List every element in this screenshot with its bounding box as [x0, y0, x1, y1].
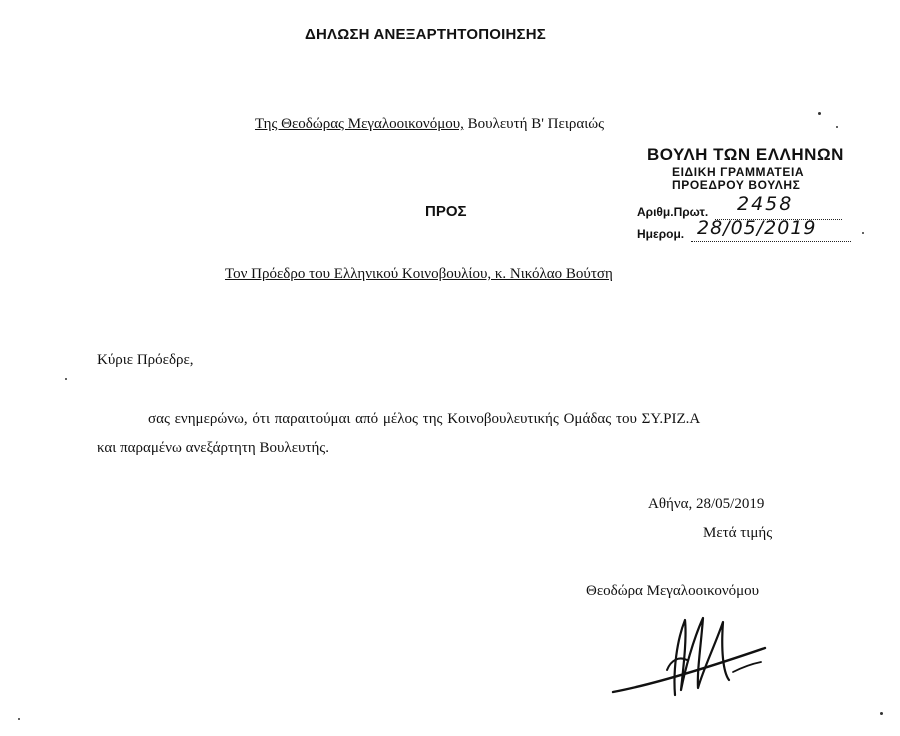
- sender-line: [255, 116, 604, 133]
- body-line-2: και παραμένω ανεξάρτητη Βουλευτής.: [97, 440, 329, 456]
- sender-name: Της Θεοδώρας Μεγαλοοικονόμου,: [255, 116, 464, 132]
- document-title: ΔΗΛΩΣΗ ΑΝΕΞΑΡΤΗΤΟΠΟΙΗΣΗΣ: [305, 26, 546, 43]
- stamp-protocol-label: Αριθμ.Πρωτ.: [637, 205, 709, 219]
- body-line-1: σας ενημερώνω, ότι παραιτούμαι από μέλος της Κοινοβουλευτικής Ομάδας του ΣΥ.ΡΙΖ.Α: [148, 411, 701, 427]
- recipient-heading: ΠΡΟΣ: [425, 203, 467, 220]
- closing-regards: Μετά τιμής: [703, 525, 773, 541]
- stamp-office: ΠΡΟΕΔΡΟΥ ΒΟΥΛΗΣ: [672, 178, 801, 192]
- place-and-date: Αθήνα, 28/05/2019: [648, 496, 765, 512]
- signer-name: Θεοδώρα Μεγαλοοικονόμου: [586, 583, 760, 599]
- protocol-number: 2458: [737, 193, 794, 215]
- parliament-stamp: [625, 145, 885, 255]
- scan-speck: [18, 718, 20, 720]
- date-dotted-line: [691, 241, 851, 242]
- stamp-date-value: 28/05/2019: [697, 217, 817, 239]
- handwritten-signature: [605, 610, 775, 710]
- sender-role: Βουλευτή Β' Πειραιώς: [467, 116, 605, 132]
- salutation: Κύριε Πρόεδρε,: [97, 352, 194, 368]
- scan-speck: [65, 378, 67, 380]
- scan-speck: [836, 126, 838, 128]
- scan-speck: [862, 232, 864, 234]
- recipient-line: Τον Πρόεδρο του Ελληνικού Κοινοβουλίου, κ. Νικόλαο Βούτση: [225, 266, 613, 282]
- stamp-parliament-name: ΒΟΥΛΗ ΤΩΝ ΕΛΛΗΝΩΝ: [647, 145, 844, 164]
- scan-speck: [818, 112, 821, 115]
- scan-speck: [880, 712, 883, 715]
- stamp-date-label: Ημερομ.: [637, 227, 685, 241]
- stamp-secretariat: ΕΙΔΙΚΗ ΓΡΑΜΜΑΤΕΙΑ: [672, 165, 805, 179]
